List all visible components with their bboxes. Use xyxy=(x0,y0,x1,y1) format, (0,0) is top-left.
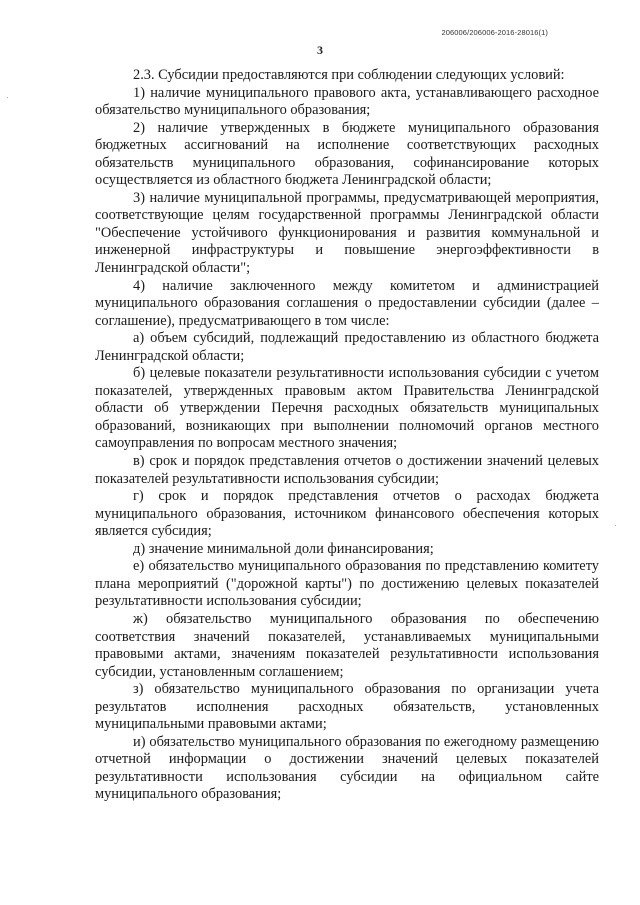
document-code: 206006/206006-2016-28016(1) xyxy=(441,28,548,37)
paragraph-subitem-a: а) объем субсидий, подлежащий предоставлению из областного бюджета Ленинградской области; xyxy=(95,330,599,364)
paragraph-subitem-zh: ж) обязательство муниципального образования по обеспечению соответствия значений показателей, устанавливаемых муниципальными правовыми актами, значениям показателей результативности использования субсидии, установленным соглашением; xyxy=(95,610,599,680)
paragraph-subitem-e: е) обязательство муниципального образования по представлению комитету плана мероприятий ("дорожной карты") по достижению целевых показателей результативности использования субсидии; xyxy=(95,558,599,610)
paragraph-subitem-v: в) срок и порядок представления отчетов о достижении значений целевых показателей результативности использования субсидии; xyxy=(95,453,599,487)
paragraph-item-1: 1) наличие муниципального правового акта, устанавливающего расходное обязательство муниципального образования; xyxy=(95,84,599,119)
paragraph-subitem-z: з) обязательство муниципального образования по организации учета результатов исполнения расходных обязательств, установленных муниципальными правовыми актами; xyxy=(95,681,599,733)
paragraph-item-2: 2) наличие утвержденных в бюджете муниципального образования бюджетных ассигнований на исполнение соответствующих расходных обязательств муниципального образования, софинансирование которых осуществляется из областного бюджета Ленинградской области; xyxy=(95,119,599,189)
scan-speck: · xyxy=(614,520,617,530)
paragraph-subitem-b: б) целевые показатели результативности использования субсидии с учетом показателей, утвержденных правовым актом Правительства Ленинградской области об утверждении Перечня расходных обязательств муниципальных образований, возникающих при выполнении полномочий органов местного самоуправления по вопросам местного значения; xyxy=(95,365,599,452)
document-body xyxy=(95,67,599,804)
paragraph-2-3: 2.3. Субсидии предоставляются при соблюдении следующих условий: xyxy=(133,67,565,83)
scan-speck: · xyxy=(6,92,9,102)
paragraph-subitem-d: д) значение минимальной доли финансирования; xyxy=(133,540,434,557)
paragraph-subitem-g: г) срок и порядок представления отчетов о расходах бюджета муниципального образования, источником финансового обеспечения которых является субсидия; xyxy=(95,488,599,540)
page-number: 3 xyxy=(317,43,323,57)
paragraph-item-4: 4) наличие заключенного между комитетом и администрацией муниципального образования соглашения о предоставлении субсидии (далее – соглашение), предусматривающего в том числе: xyxy=(95,277,599,329)
paragraph-item-3: 3) наличие муниципальной программы, предусматривающей мероприятия, соответствующие целям государственной программы Ленинградской области "Обеспечение устойчивого функционирования и развития коммунальной и инженерной инфраструктуры и повышение энергоэффективности в Ленинградской области"; xyxy=(95,189,599,277)
paragraph-subitem-i: и) обязательство муниципального образования по ежегодному размещению отчетной информации о достижении значений целевых показателей результативности использования субсидии на официальном сайте муниципального образования; xyxy=(95,733,599,803)
